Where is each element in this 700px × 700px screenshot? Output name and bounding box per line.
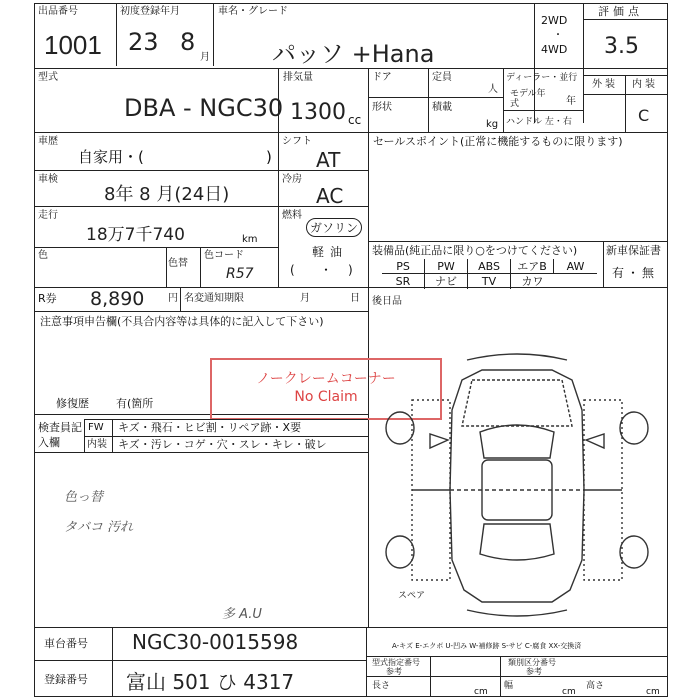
divider (428, 68, 429, 132)
divider (366, 627, 367, 697)
equipment-item: エアB (511, 259, 554, 274)
handwritten-note-3: 多 A.U (222, 607, 262, 622)
first-reg-year: 23 (128, 28, 159, 56)
eval-score: 3.5 (604, 34, 639, 59)
color-code-value: R57 (226, 266, 254, 282)
category-label: 類別区分番号 (508, 658, 556, 667)
type-designation-label: 型式指定番号 (372, 658, 420, 667)
repair-value: 有(箇所 (116, 397, 154, 410)
divider (116, 3, 117, 66)
drive-4wd: 4WD (541, 43, 568, 56)
chassis-value: NGC30-0015598 (132, 630, 299, 654)
mileage-value: 18万7千740 (86, 225, 185, 245)
divider (583, 19, 668, 20)
load-unit: kg (486, 119, 499, 130)
length-unit: cm (474, 687, 488, 697)
reg-value: 富山 501 ひ 4317 (126, 670, 295, 694)
lot-label: 出品番号 (38, 6, 78, 17)
divider (84, 419, 368, 420)
history-value: 自家用・( (78, 148, 144, 166)
name-change-label: 名変通知期限 (184, 293, 244, 304)
no-claim-jp: ノークレームコーナー (256, 371, 396, 387)
name-change-month: 月 (300, 293, 310, 304)
mileage-unit: km (242, 234, 258, 245)
reg-label: 登録番号 (44, 673, 88, 686)
fuel-label: 燃料 (282, 210, 302, 221)
divider (368, 132, 369, 287)
equipment-item: ナビ (425, 274, 468, 289)
divider (368, 287, 369, 627)
color-change-label: 色替 (168, 258, 188, 269)
divider (34, 660, 366, 661)
fuel-gasoline: ガソリン (306, 218, 362, 237)
divider (368, 97, 503, 98)
recycle-unit: 円 (168, 293, 178, 304)
load-label: 積載 (432, 102, 452, 113)
capacity-label: 定員 (432, 72, 452, 83)
inspection-label: 車検 (38, 174, 58, 185)
repair-label: 修復歴 (56, 397, 89, 410)
displacement-value: 1300 (290, 100, 346, 125)
first-reg-label: 初度登録年月 (120, 6, 180, 17)
equipment-item: TV (468, 274, 511, 289)
type-value: DBA - NGC30 (124, 94, 284, 122)
recycle-value: 8,890 (90, 288, 145, 310)
car-damage-diagram (372, 340, 666, 626)
divider (84, 436, 368, 437)
divider (500, 656, 501, 697)
fw-text: キズ・飛石・ヒビ割・リペア跡・X要 (118, 421, 302, 434)
shift-value: AT (316, 148, 341, 172)
interior-grade: C (638, 106, 650, 125)
fuel-dot: ・ (320, 263, 333, 277)
divider (368, 241, 668, 242)
divider (34, 247, 278, 248)
length-label: 長さ (372, 681, 391, 691)
inspection-value: 8年 8 月(24日) (104, 184, 230, 205)
equipment-item: PW (425, 259, 468, 274)
fw-label: FW (88, 422, 104, 433)
warranty-label: 新車保証書 (606, 244, 661, 257)
handwritten-note-1: 色っ替 (64, 490, 104, 505)
divider (166, 247, 167, 287)
notes-label: 注意事項申告欄(不具合内容等は具体的に記入して下さい) (40, 315, 324, 328)
warranty-value: 有・無 (612, 266, 658, 280)
divider (503, 110, 583, 111)
fuel-paren-close: ) (348, 263, 353, 277)
divider (34, 132, 668, 133)
equipment-item: SR (382, 274, 425, 289)
chassis-label: 車台番号 (44, 637, 88, 650)
equipment-item: AW (554, 259, 597, 274)
back-seat-label: 後日品 (372, 296, 402, 307)
height-label: 高さ (586, 681, 605, 691)
recycle-label: R券 (38, 292, 57, 305)
model-label: 車名・グレード (218, 6, 288, 17)
divider (112, 627, 113, 697)
divider (583, 3, 584, 123)
shift-label: シフト (282, 136, 312, 147)
history-close: ) (266, 148, 272, 166)
dealer-label: ディーラー・並行 (506, 73, 578, 83)
ac-value: AC (316, 184, 344, 208)
divider (368, 68, 369, 132)
divider (213, 3, 214, 66)
equipment-grid (382, 259, 598, 291)
year-unit: 年 (566, 96, 576, 107)
divider (603, 241, 604, 287)
damage-legend: A-キズ E-エクボ U-凹み W-補修跡 S-サビ C-腐食 XX-交換済 (392, 642, 582, 650)
handle-label: ハンドル 左・右 (506, 117, 572, 127)
color-code-label: 色コード (204, 250, 244, 261)
width-unit: cm (562, 687, 576, 697)
divider (503, 68, 504, 132)
divider (84, 452, 368, 453)
divider (84, 419, 85, 452)
category-ref: 参考 (526, 667, 542, 676)
equipment-item: ABS (468, 259, 511, 274)
no-claim-en: No Claim (294, 389, 358, 405)
width-label: 幅 (504, 681, 514, 691)
model-year-label: モデル年式 (510, 89, 546, 109)
lot-number: 1001 (44, 30, 102, 60)
exterior-label: 外装 (592, 79, 618, 90)
divider (366, 676, 668, 677)
divider (430, 656, 431, 697)
inspector-interior-label: 内装 (87, 439, 107, 450)
divider (625, 75, 626, 132)
color-label: 色 (38, 250, 48, 261)
type-label: 型式 (38, 72, 58, 83)
shape-label: 形状 (372, 102, 392, 113)
ac-label: 冷房 (282, 174, 302, 185)
month-unit: 月 (200, 52, 210, 63)
divider (34, 311, 368, 312)
handwritten-note-2: タバコ 汚れ (64, 520, 134, 535)
spare-label: スペア (398, 591, 426, 601)
history-label: 車歴 (38, 136, 58, 147)
displacement-label: 排気量 (283, 72, 313, 83)
drive-2wd: 2WD (541, 14, 568, 27)
interior-label: 内装 (632, 79, 658, 90)
eval-label: 評価点 (598, 5, 643, 18)
type-designation-ref: 参考 (386, 667, 402, 676)
divider (200, 247, 201, 287)
divider (180, 287, 181, 311)
interior-text: キズ・汚レ・コゲ・穴・スレ・キレ・破レ (118, 438, 327, 451)
equipment-item: カワ (521, 275, 544, 288)
first-reg-month: 8 (180, 28, 196, 56)
inspector-label: 検査員記入欄 (38, 421, 82, 449)
mileage-label: 走行 (38, 210, 58, 221)
equipment-label: 装備品(純正品に限り○をつけてください) (372, 244, 578, 257)
divider (278, 132, 279, 287)
height-unit: cm (646, 687, 660, 697)
capacity-unit: 人 (488, 84, 498, 95)
name-change-day: 日 (350, 293, 360, 304)
equipment-item: PS (382, 259, 425, 274)
divider (112, 419, 113, 452)
displacement-unit: cc (348, 113, 362, 127)
fuel-paren-open: ( (290, 263, 295, 277)
divider (34, 627, 668, 628)
sales-point-label: セールスポイント(正常に機能するものに限ります) (373, 135, 623, 148)
model-name: パッソ +Hana (272, 40, 435, 68)
fuel-diesel: 軽油 (312, 245, 349, 259)
door-label: ドア (372, 72, 392, 83)
drive-dot: ・ (553, 30, 563, 41)
